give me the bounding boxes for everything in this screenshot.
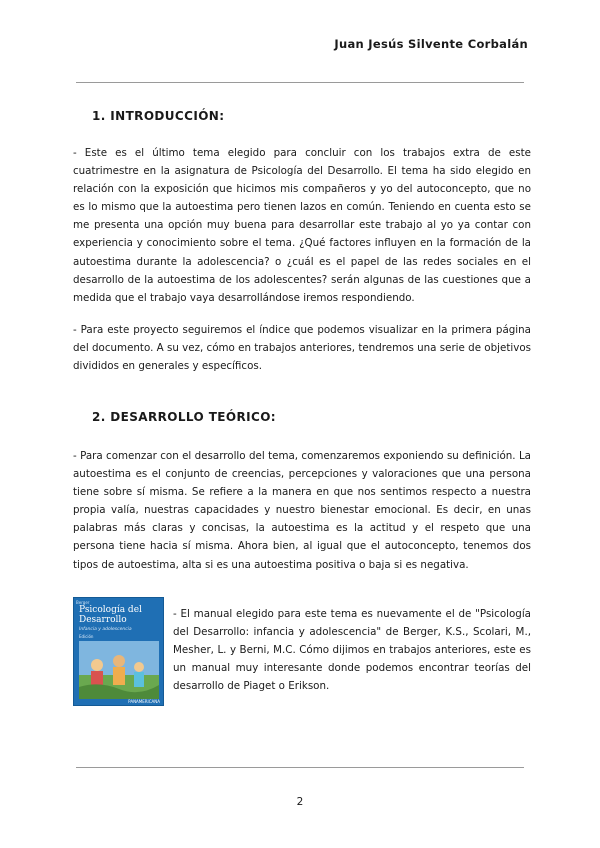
header-divider bbox=[76, 82, 524, 83]
book-cover-author: Berger bbox=[76, 600, 90, 605]
intro-paragraph-1: - Este es el último tema elegido para concluir con los trabajos extra de este cuatrimestre en la asignatura de Psicología del Desarrollo. El tema ha sido elegido en relación con la exposición que hicimos mis compañeros y yo del autoconcepto, que no es lo mismo que la autoestima pero tienen lazos en común. Teniendo en cuenta esto se me presenta una opción muy buena para desarrollar este trabajo al yo ya contar con experiencia y conocimiento sobre el tema. ¿Qué factores influyen en la formación de la autoestima durante la adolescencia? o ¿cuál es el papel de las redes sociales en el desarrollo de la autoestima de los adolescentes? serán algunas de las cuestiones que a medida que el trabajo vaya desarrollándose iremos respondiendo. bbox=[73, 147, 531, 304]
intro-paragraph-2: - Para este proyecto seguiremos el índice que podemos visualizar en la primera página del documento. A su vez, cómo en trabajos anteriores, tendremos una serie de objetivos divididos en generales y específicos. bbox=[73, 324, 531, 373]
header-author: Juan Jesús Silvente Corbalán bbox=[334, 37, 528, 51]
book-cover-title: Psicología del Desarrollo bbox=[79, 605, 142, 625]
theory-paragraph-1: - Para comenzar con el desarrollo del tema, comenzaremos exponiendo su definición. La autoestima es el conjunto de creencias, percepciones y valoraciones que una persona tiene sobre sí misma. Se refiere a la manera en que nos sentimos respecto a nuestra propia valía, nuestras capacidades y nuestro bienestar emocional. Es decir, en unas palabras más claras y concisas, la autoestima es la actitud y el respeto que una persona tiene hacia sí misma. Ahora bien, al igual que el autoconcepto, tenemos dos tipos de autoestima, alta si es una autoestima positiva o baja si es negativa. bbox=[73, 450, 531, 571]
book-cover-publisher: PANAMERICANA bbox=[128, 699, 160, 704]
book-cover-subtitle: Infancia y adolescencia bbox=[79, 627, 132, 632]
section-heading-introduccion: 1. INTRODUCCIÓN: bbox=[92, 109, 225, 123]
book-cover-edition: Edición bbox=[79, 634, 94, 639]
footer-divider bbox=[76, 767, 524, 768]
book-cover-illustration bbox=[79, 641, 159, 699]
section-heading-desarrollo-teorico: 2. DESARROLLO TEÓRICO: bbox=[92, 410, 276, 424]
book-cover-image bbox=[73, 597, 164, 706]
theory-paragraph-2: - El manual elegido para este tema es nuevamente el de "Psicología del Desarrollo: infancia y adolescencia" de Berger, K.S., Scolari, M., Mesher, L. y Berni, M.C. Cómo dijimos en trabajos anteriores, este es un manual muy interesante donde podemos encontrar teorías del desarrollo de Piaget o Erikson. bbox=[173, 608, 531, 693]
page-number: 2 bbox=[296, 796, 304, 808]
